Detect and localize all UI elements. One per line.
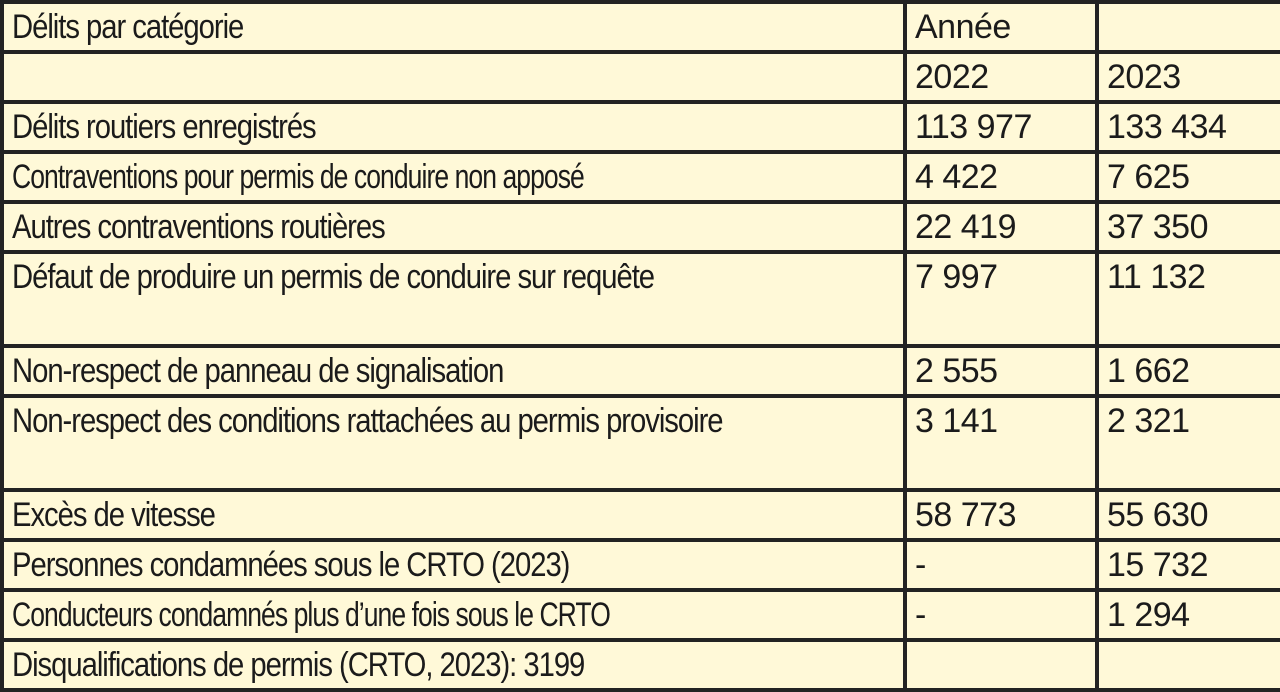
- value-2022: 3 141: [905, 396, 1097, 490]
- row-label: Conducteurs condamnés plus d’une fois sous le CRTO: [2, 590, 905, 640]
- row-label: Défaut de produire un permis de conduire sur requête: [2, 252, 905, 346]
- value-2023: 133 434: [1097, 102, 1280, 152]
- value-2022: 4 422: [905, 152, 1097, 202]
- value-2022: 2 555: [905, 346, 1097, 396]
- table-row: [2, 152, 1280, 202]
- value-2022: -: [905, 590, 1097, 640]
- row-label: Autres contraventions routières: [2, 202, 905, 252]
- table-row: [2, 102, 1280, 152]
- value-2023: 1 294: [1097, 590, 1280, 640]
- row-label: Contraventions pour permis de conduire non apposé: [2, 152, 905, 202]
- year-2022: 2022: [905, 52, 1097, 102]
- table-row: [2, 590, 1280, 640]
- value-2023: 15 732: [1097, 540, 1280, 590]
- value-2022: -: [905, 540, 1097, 590]
- value-2023: 55 630: [1097, 490, 1280, 540]
- row-label: Disqualifications de permis (CRTO, 2023): 3199: [2, 640, 905, 690]
- row-label: Non-respect des conditions rattachées au permis provisoire: [2, 396, 905, 490]
- year-header: Année: [905, 2, 1097, 52]
- value-2023: 1 662: [1097, 346, 1280, 396]
- value-2022: 7 997: [905, 252, 1097, 346]
- row-label: Personnes condamnées sous le CRTO (2023): [2, 540, 905, 590]
- empty-label-cell: [2, 52, 905, 102]
- value-2023: 37 350: [1097, 202, 1280, 252]
- row-label: Délits routiers enregistrés: [2, 102, 905, 152]
- value-2023: 2 321: [1097, 396, 1280, 490]
- empty-header-cell: [1097, 2, 1280, 52]
- years-row: [2, 52, 1280, 102]
- table-row: [2, 540, 1280, 590]
- value-2022: 58 773: [905, 490, 1097, 540]
- table-row: [2, 346, 1280, 396]
- table-row: [2, 396, 1280, 490]
- row-label: Non-respect de panneau de signalisation: [2, 346, 905, 396]
- row-label: Excès de vitesse: [2, 490, 905, 540]
- year-2023: 2023: [1097, 52, 1280, 102]
- header-row: [2, 2, 1280, 52]
- value-2022: 22 419: [905, 202, 1097, 252]
- table-row: [2, 490, 1280, 540]
- value-2023: 7 625: [1097, 152, 1280, 202]
- value-2022: 113 977: [905, 102, 1097, 152]
- value-2023: 11 132: [1097, 252, 1280, 346]
- table-row: [2, 252, 1280, 346]
- table-row: [2, 202, 1280, 252]
- category-header: Délits par catégorie: [2, 2, 905, 52]
